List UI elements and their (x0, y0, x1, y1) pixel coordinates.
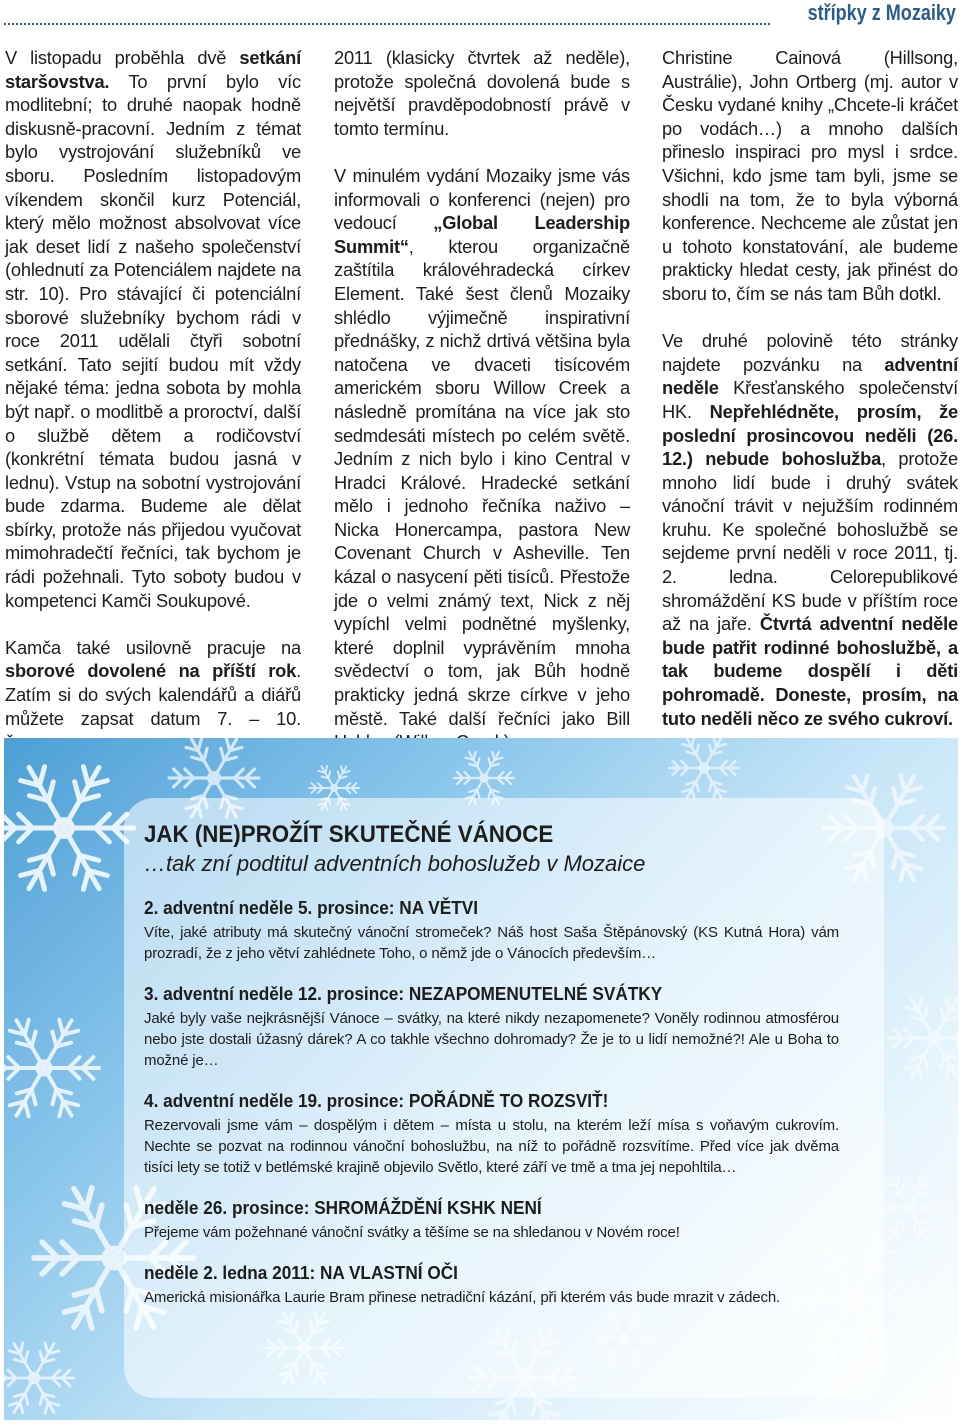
bold-text-run: „Global Leadership Summit“ (334, 212, 631, 257)
text-run: , protože mnoho lidí bude i druhý svátek vánoční trávit v nejužším rodinném kruhu. Ke společné bohoslužbě se sejdeme první neděli v roce 2011, tj. 2. ledna. Celorepublikové shromáždění KS bude v příštím roce až na jaře. (662, 448, 958, 635)
text-run: Christine Cainová (Hillsong, Austrálie), John Ortberg (mj. autor v Česku vydané knihy „Chcete-li kráčet po vodách…) a mnoho dalších přineslo inspiraci pro mysl i srdce. Všichni, kdo jsme tam byli, jsme se shodli na tom, že to byla výborná konference. Nechceme ale zůstat jen u tohoto konstatování, ale budeme prakticky hledat cesty, jak přinést do sboru to, čím se nás tam Bůh dotkl. (662, 47, 958, 304)
bold-text-run: sborové dovolené na příští rok (5, 660, 297, 682)
text-run: 2011 (klasicky čtvrtek až neděle), protože společná dovolená bude s největší pravděpodobností právě v tomto termínu. (334, 47, 630, 139)
advent-subtitle: …tak zní podtitul adventních bohoslužeb v Mozaice (144, 851, 646, 876)
section-title: střípky z Mozaiky (807, 0, 956, 25)
event-text: Víte, jaké atributy má skutečný vánoční stromeček? Náš host Saša Štěpánovský (KS Kutná Hora) vám prozradí, že z jeho větví zahlédnete Toho, o němž jde o Vánocích především… (144, 924, 839, 962)
bold-text-run: adventní neděle (662, 353, 958, 399)
paragraph (662, 329, 958, 730)
advent-event (144, 1196, 839, 1243)
snowflake-icon (889, 999, 958, 1078)
event-heading: neděle 2. ledna 2011: NA VLASTNÍ OČI (144, 1262, 458, 1283)
event-heading: 2. adventní neděle 5. prosince: NA VĚTVI (144, 897, 479, 918)
advent-invitation-box (4, 738, 958, 1420)
snowflake-icon (4, 767, 134, 890)
paragraph (662, 46, 958, 306)
text-run: Křesťanského společenství HK. (662, 377, 958, 422)
text-run: V minulém vydání Mozaiky jsme vás informovali o konferenci (nejen) pro vedoucí (334, 164, 630, 234)
advent-content (144, 820, 839, 1326)
article-column-3 (662, 46, 958, 754)
advent-event (144, 896, 839, 964)
snowflake-icon (4, 1343, 74, 1413)
event-text: Jaké byly vaše nejkrásnější Vánoce – svátky, na které nikdy nezapomenete? Voněly rodinnou atmosférou nebo jste dostali úžasný dárek? A co takhle všechno dohromady? Že je to u lidí nemožné?! Ale u Boha to možné je… (144, 1010, 839, 1069)
paragraph (5, 46, 301, 612)
snowflake-icon (669, 738, 739, 799)
paragraph (5, 636, 301, 754)
header-dotted-rule (4, 23, 770, 25)
bold-text-run: Čtvrtá adventní neděle bude patřit rodinné bohoslužbě, a tak budeme dospělí i děti pohromadě. Doneste, prosím, na tuto neděli něco ze svého cukroví. (662, 613, 958, 729)
paragraph (334, 46, 630, 140)
text-run: , kterou organizačně zaštítila královéhradecká církev Element. Také šest členů Mozaiky shlédlo výjimečně inspirativní přednášky, z nichž drtivá většina byla natočena ve dvaceti tisícovém americkém sboru Willow Creek a následně promítána na více jak sto sedmdesáti místech po celém světě. Jedním z nich bylo i kino Central v Hradci Králové. Hradecké setkání mělo i jednoho řečníka naživo – Nicka Honercampa, pastora New Covenant Church v Asheville. Ten kázal o nasycení pěti tisíců. Přestože jde o velmi známý text, Nick z něj vypíchl velmi podnětné myšlenky, které doplnil vyprávěním mnoha svědectví o tom, jak Bůh hodně prakticky jedná skrze církve v jeho městě. Také další řečníci jako Bill (334, 235, 630, 729)
snowflake-icon (4, 1020, 99, 1116)
event-text: Rezervovali jsme vám – dospělým i dětem – místa u stolu, na kterém leží mísa s voňavým cukrovím. Nechte se pozvat na rodinnou vánoční bohoslužbu, na níž to pořádně rozsvítíme. Před více jak dvěma tisíci lety se totiž v betlémské krajině objevilo Světlo, které září ve tmě a tma jej nepohltila… (144, 1117, 839, 1176)
text-run: . Zatím si do svých kalendářů a diářů můžete zapsat datum 7. – 10. (5, 660, 301, 729)
advent-event (144, 1089, 839, 1178)
advent-title: JAK (NE)PROŽÍT SKUTEČNÉ VÁNOCE (144, 821, 554, 848)
article-column-1 (5, 46, 301, 777)
event-heading: neděle 26. prosince: SHROMÁŽDĚNÍ KSHK NENÍ (144, 1197, 542, 1218)
text-run: To první bylo víc modlitební; to druhé naopak hodně diskusně-pracovní. Jedním z témat bylo vystrojování služebníků ve sboru. Posledním listopadovým víkendem skončil kurz Potenciál, který mělo možnost absolvovat více jak deset lidí z našeho společenství (ohlednutí za Potenciálem najdete na str. 10). Pro stávající či potenciální sborové služebníky bychom rádi v roce 2011 udělali čtyři sobotní setkání. Tato sejití budou mít vždy nějaké téma: jedna sobota by mohla být např. o modlitbě a proroctví, další o službě dětem a rodičovství (konkrétní témata budou jasná v lednu). Vstup na sobotní vystrojování bude zdarma. Budeme ale dělat sbírky, protože nás přijedou vyučovat mimohradečtí řečníci, tak bychom je rádi požehnali. Tyto soboty budou v kompetenci Kamči Soukupové. (5, 70, 301, 611)
text-run: Kamča také usilovně pracuje na (5, 636, 301, 658)
text-run: Ve druhé polovině této stránky najdete pozvánku na (662, 330, 958, 375)
event-heading: 3. adventní neděle 12. prosince: NEZAPOMENUTELNÉ SVÁTKY (144, 983, 663, 1004)
snowflake-icon (874, 1177, 944, 1238)
bold-text-run: Nepřehlédněte, prosím, že poslední prosincovou neděli (26. 12.) nebude bohoslužba (662, 400, 958, 470)
event-text: Americká misionářka Laurie Bram přinese netradiční kázání, při kterém vás bude mrazit v zádech. (144, 1289, 781, 1306)
advent-event (144, 982, 839, 1071)
snowflake-icon (454, 752, 514, 805)
article-column-2 (334, 46, 630, 777)
page-header (0, 0, 960, 30)
text-run: V listopadu proběhla dvě (5, 47, 240, 68)
event-heading: 4. adventní neděle 19. prosince: POŘÁDNĚ TO ROZSVIŤ! (144, 1090, 609, 1111)
event-text: Přejeme vám požehnané vánoční svátky a těšíme se na shledanou v Novém roce! (144, 1224, 680, 1241)
paragraph (334, 164, 630, 754)
advent-event (144, 1261, 839, 1308)
bold-text-run: setkání staršovstva. (5, 47, 301, 92)
advent-event-list (144, 896, 839, 1308)
